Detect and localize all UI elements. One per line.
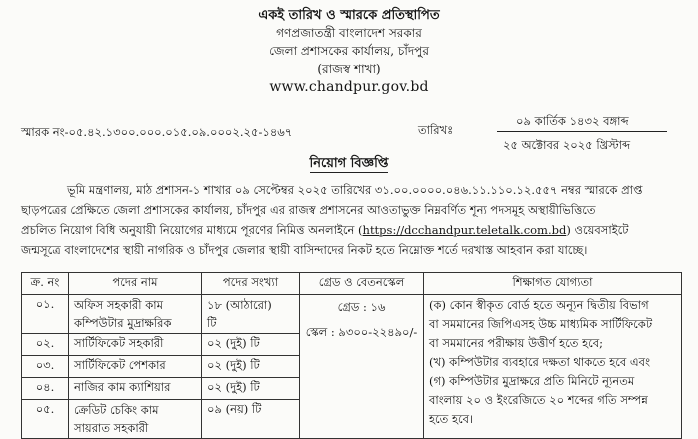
date-label: তারিখঃ xyxy=(418,123,454,137)
row-post-name: নাজির কাম ক্যাশিয়ার xyxy=(69,378,202,400)
date-bangla: ০৯ কার্তিক ১৪৩২ বঙ্গাব্দ xyxy=(516,114,629,128)
para-line-2: ছাড়পত্রের প্রেক্ষিতে জেলা প্রশাসকের কার্যালয়, চাঁদপুর এর রাজস্ব প্রশাসনের আওতাভুক্ত নিম্নবর্ণিত শূন্য পদসমূহ অস্থায়ীভিত্তিতে xyxy=(21,203,596,217)
govt-name: গণপ্রজাতন্ত্রী বাংলাদেশ সরকার xyxy=(276,26,422,40)
header-qualification: শিক্ষাগত যোগ্যতা xyxy=(424,273,682,295)
header-grade-scale: গ্রেড ও বেতনস্কেল xyxy=(300,273,424,295)
para-line-1: ভূমি মন্ত্রণালয়, মাঠ প্রশাসন-১ শাখার ০৯ সেপ্টেম্বর ২০২৫ তারিখের ৩১.০০.০০০০.০৪৬.১১.১১০.১২.৫৫৭ নম্বর স্মারকে প্রাপ্ত xyxy=(67,183,643,197)
table-row xyxy=(22,295,682,334)
row-serial: ০৫. xyxy=(22,400,69,439)
grade-text: গ্রেড : ১৬ xyxy=(337,300,386,314)
teletalk-link[interactable]: https://dcchandpur.teletalk.com.bd xyxy=(362,223,567,237)
header-post-count: পদের সংখ্যা xyxy=(202,273,300,295)
row-post-name: সার্টিফিকেট সহকারী xyxy=(69,334,202,356)
row-post-name: ক্রেডিট চেকিং কাম সায়রাত সহকারী xyxy=(69,400,202,439)
row-serial: ০২. xyxy=(22,334,69,356)
header-post-name: পদের নাম xyxy=(69,273,202,295)
row-post-name: অফিস সহকারী কাম কম্পিউটার মুদ্রাক্ষরিক xyxy=(69,295,202,334)
table-header-row xyxy=(22,273,682,295)
date-gregorian: ২৫ অক্টোবর ২০২৫ খ্রিস্টাব্দ xyxy=(503,138,631,152)
header-serial: ক্র. নং xyxy=(22,273,69,295)
row-post-count: ০৯ (নয়) টি xyxy=(202,400,300,439)
memo-number: স্মারক নং-০৫.৪২.১৩০০.০০০.০১৫.০৯.০০০২.২৫-১৪৬৭ xyxy=(21,125,293,139)
scale-text: স্কেল : ৯৩০০-২২৪৯০/- xyxy=(305,325,418,339)
para-line-3: প্রচলিত নিয়োগ বিধি অনুযায়ী নিয়োগের মাধ্যমে পূরণের নিমিত্ত অনলাইনে (https://dcchandpur.teletalk.com.bd) ওয়েবসাইটে xyxy=(21,223,629,237)
office-name: জেলা প্রশাসকের কার্যালয়, চাঁদপুর xyxy=(269,44,429,58)
date-divider xyxy=(497,131,667,132)
row-post-count: ০২ (দুই) টি xyxy=(202,356,300,378)
row-serial: ০১. xyxy=(22,295,69,334)
row-serial: ০৪. xyxy=(22,378,69,400)
row-post-count: ১৮ (আঠারো) টি xyxy=(202,295,300,334)
website-url: www.chandpur.gov.bd xyxy=(269,79,429,95)
row-serial: ০৩. xyxy=(22,356,69,378)
grade-scale-cell xyxy=(300,295,424,439)
para-line-4: জন্মসূত্রে বাংলাদেশের স্থায়ী নাগরিক ও চাঁদপুর জেলার স্থায়ী বাসিন্দাদের নিকট হতে নিম্নোক্ত শর্তে দরখাস্ত আহবান করা যাচ্ছে। xyxy=(21,243,588,257)
header-line-1: একই তারিখ ও স্মারকে প্রতিস্থাপিত xyxy=(258,8,440,23)
vacancy-table xyxy=(21,272,682,439)
row-post-count: ০২ (দুই) টি xyxy=(202,334,300,356)
qualification-cell: (ক) কোন স্বীকৃত বোর্ড হতে অন্যূন দ্বিতীয় বিভাগ বা সমমানের জিপিএসহ উচ্চ মাধ্যমিক সার্টিফিকেট বা সমমানের পরীক্ষায় উত্তীর্ণ হতে হবে; (খ) কম্পিউটার ব্যবহারে দক্ষতা থাকতে হবে এবং (গ) কম্পিউটার মুদ্রাক্ষরে প্রতি মিনিটে ন্যূনতম বাংলায় ২০ ও ইংরেজিতে ২০ শব্দের গতি সম্পন্ন হতে হবে। xyxy=(424,295,682,439)
notice-title: নিয়োগ বিজ্ঞপ্তি xyxy=(309,156,389,171)
row-post-name: সার্টিফিকেট পেশকার xyxy=(69,356,202,378)
row-post-count: ০২ (দুই) টি xyxy=(202,378,300,400)
notice-paragraph xyxy=(21,180,681,260)
section-name: (রাজস্ব শাখা) xyxy=(317,62,381,76)
